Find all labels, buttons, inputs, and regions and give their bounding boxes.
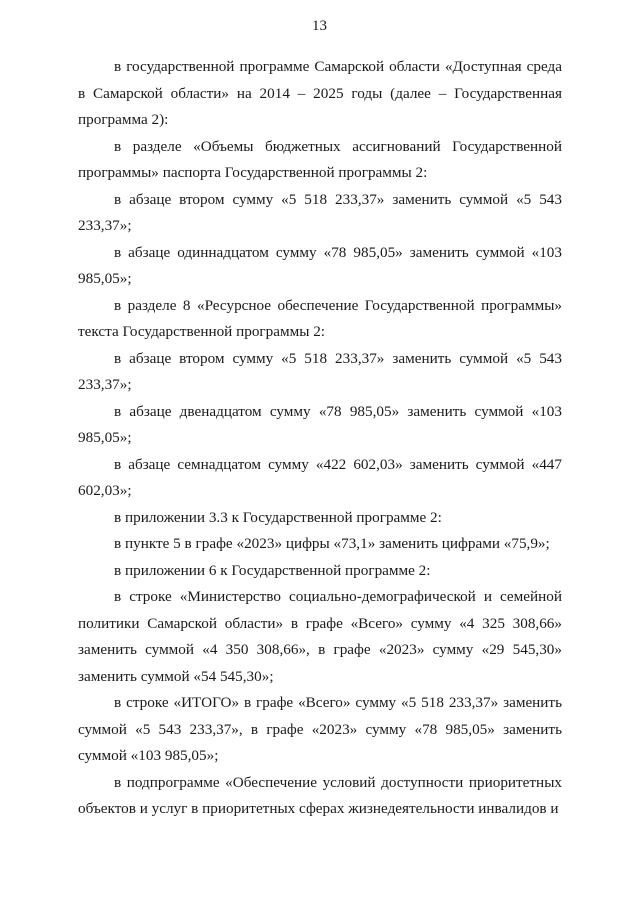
paragraph-6: в абзаце втором сумму «5 518 233,37» заменить суммой «5 543 233,37»; [78,349,562,393]
paragraph-10: в пункте 5 в графе «2023» цифры «73,1» заменить цифрами «75,9»; [114,535,550,552]
paragraph-8: в абзаце семнадцатом сумму «422 602,03» заменить суммой «447 602,03»; [78,455,562,499]
paragraph-1: в государственной программе Самарской области «Доступная среда в Самарской области» на 2014 – 2025 годы (далее – Государственная программа 2): [78,58,562,128]
paragraph-5: в разделе 8 «Ресурсное обеспечение Государственной программы» текста Государственной программы 2: [78,296,562,340]
paragraph-2: в разделе «Объемы бюджетных ассигнований Государственной программы» паспорта Государственной программы 2: [78,137,562,181]
paragraph-14: в подпрограмме «Обеспечение условий доступности приоритетных объектов и услуг в приоритетных сферах жизнедеятельности инвалидов и [78,773,562,817]
page-number: 13 [312,18,327,34]
paragraph-4: в абзаце одиннадцатом сумму «78 985,05» заменить суммой «103 985,05»; [78,243,562,287]
paragraph-9: в приложении 3.3 к Государственной программе 2: [114,508,442,526]
paragraph-7: в абзаце двенадцатом сумму «78 985,05» заменить суммой «103 985,05»; [78,402,562,446]
paragraph-12: в строке «Министерство социально-демографической и семейной политики Самарской области» в графе «Всего» сумму «4 325 308,66» заменить суммой «4 350 308,66», в графе «2023» сумму «29 545,30» заменить суммой «54 545,30»; [78,588,562,685]
document-body [78,54,562,823]
paragraph-13: в строке «ИТОГО» в графе «Всего» сумму «5 518 233,37» заменить суммой «5 543 233,37», в графе «2023» сумму «78 985,05» заменить суммой «103 985,05»; [78,694,562,764]
paragraph-11: в приложении 6 к Государственной программе 2: [114,561,431,579]
paragraph-3: в абзаце втором сумму «5 518 233,37» заменить суммой «5 543 233,37»; [78,190,562,234]
